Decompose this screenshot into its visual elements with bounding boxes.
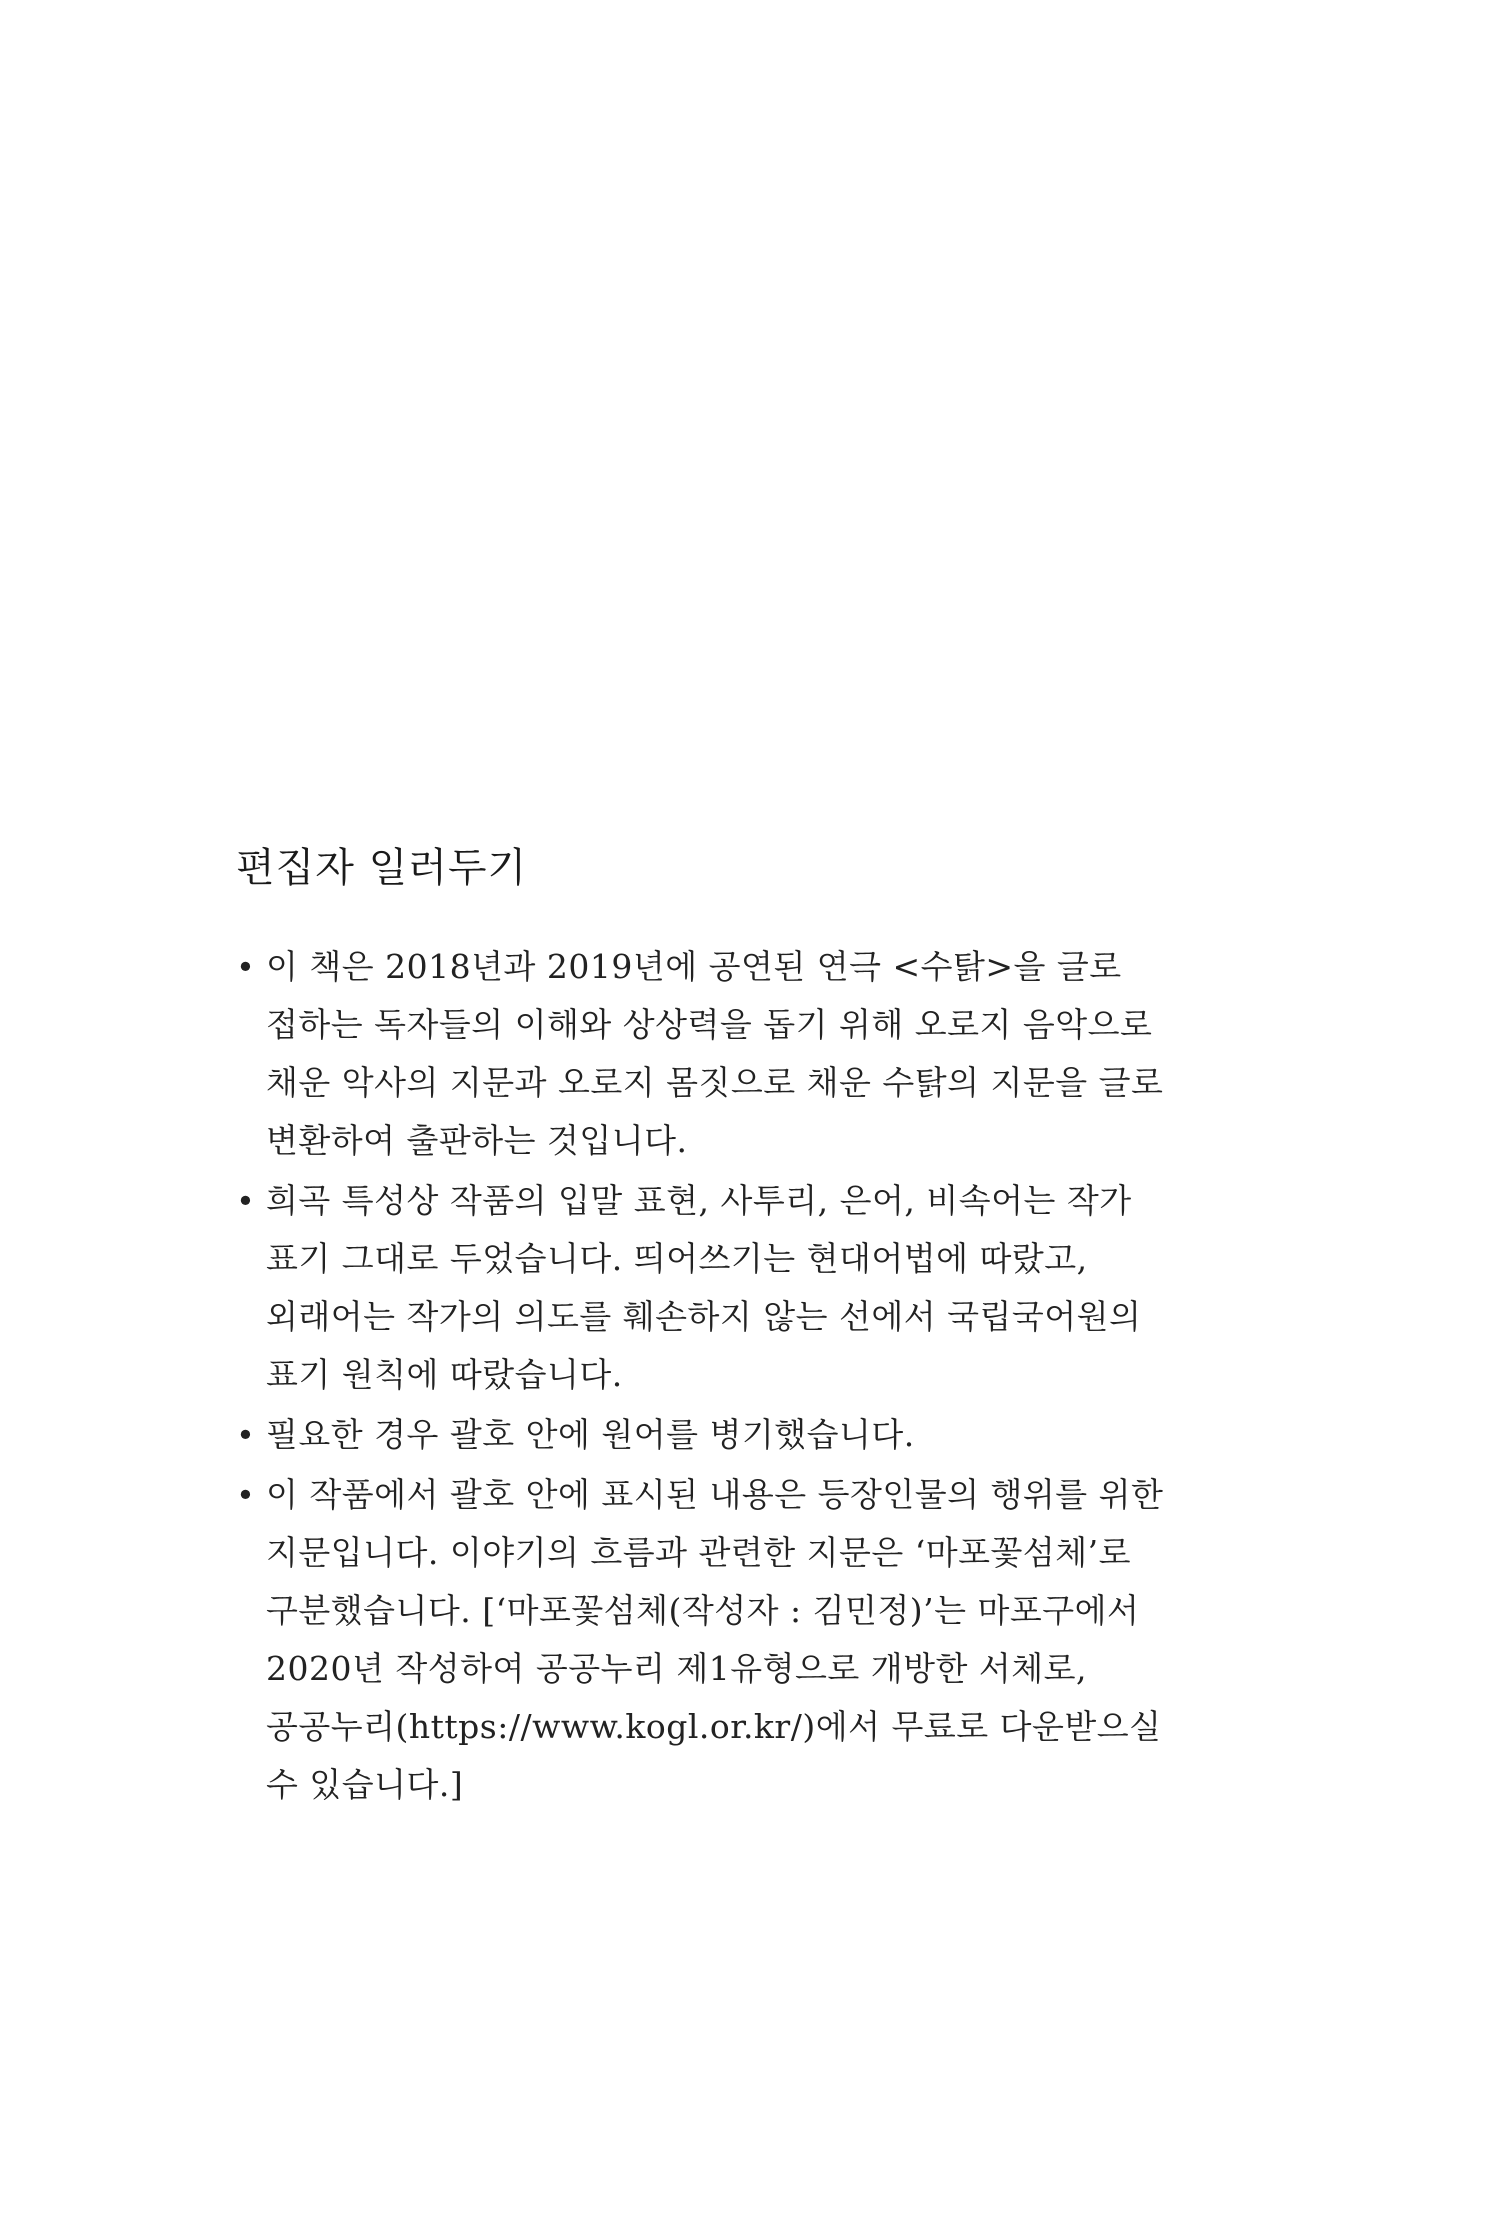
note-line: 구분했습니다. [‘마포꽃섬체(작성자 : 김민정)’는 마포구에서 xyxy=(266,1591,1140,1630)
bullet-icon: • xyxy=(236,1476,255,1514)
note-line: 지문입니다. 이야기의 흐름과 관련한 지문은 ‘마포꽃섬체’로 xyxy=(266,1533,1131,1572)
note-item-4 xyxy=(236,1466,1296,1814)
note-line: 이 작품에서 괄호 안에 표시된 내용은 등장인물의 행위를 위한 xyxy=(266,1475,1164,1514)
notes-title: 편집자 일러두기 xyxy=(236,845,528,891)
note-line: 접하는 독자들의 이해와 상상력을 돕기 위해 오로지 음악으로 xyxy=(266,1005,1153,1044)
note-line: 표기 그대로 두었습니다. 띄어쓰기는 현대어법에 따랐고, xyxy=(266,1239,1088,1278)
note-line: 공공누리(https://www.kogl.or.kr/)에서 무료로 다운받으실 xyxy=(266,1707,1162,1746)
note-line: 채운 악사의 지문과 오로지 몸짓으로 채운 수탉의 지문을 글로 xyxy=(266,1063,1164,1102)
note-line: 외래어는 작가의 의도를 훼손하지 않는 선에서 국립국어원의 xyxy=(266,1297,1142,1336)
note-line: 변환하여 출판하는 것입니다. xyxy=(266,1121,688,1160)
editor-notes-section xyxy=(236,838,1296,1816)
note-line: 필요한 경우 괄호 안에 원어를 병기했습니다. xyxy=(266,1415,915,1454)
note-line: 이 책은 2018년과 2019년에 공연된 연극 <수탉>을 글로 xyxy=(266,947,1122,986)
note-line: 희곡 특성상 작품의 입말 표현, 사투리, 은어, 비속어는 작가 xyxy=(266,1181,1132,1220)
note-line: 표기 원칙에 따랐습니다. xyxy=(266,1355,623,1394)
note-item-2 xyxy=(236,1172,1296,1404)
bullet-icon: • xyxy=(236,948,255,986)
note-item-3 xyxy=(236,1406,1296,1464)
bullet-icon: • xyxy=(236,1182,255,1220)
note-line: 2020년 작성하여 공공누리 제1유형으로 개방한 서체로, xyxy=(266,1649,1087,1688)
note-item-1 xyxy=(236,938,1296,1170)
notes-list xyxy=(236,938,1296,1814)
bullet-icon: • xyxy=(236,1416,255,1454)
note-line: 수 있습니다.] xyxy=(266,1765,464,1804)
